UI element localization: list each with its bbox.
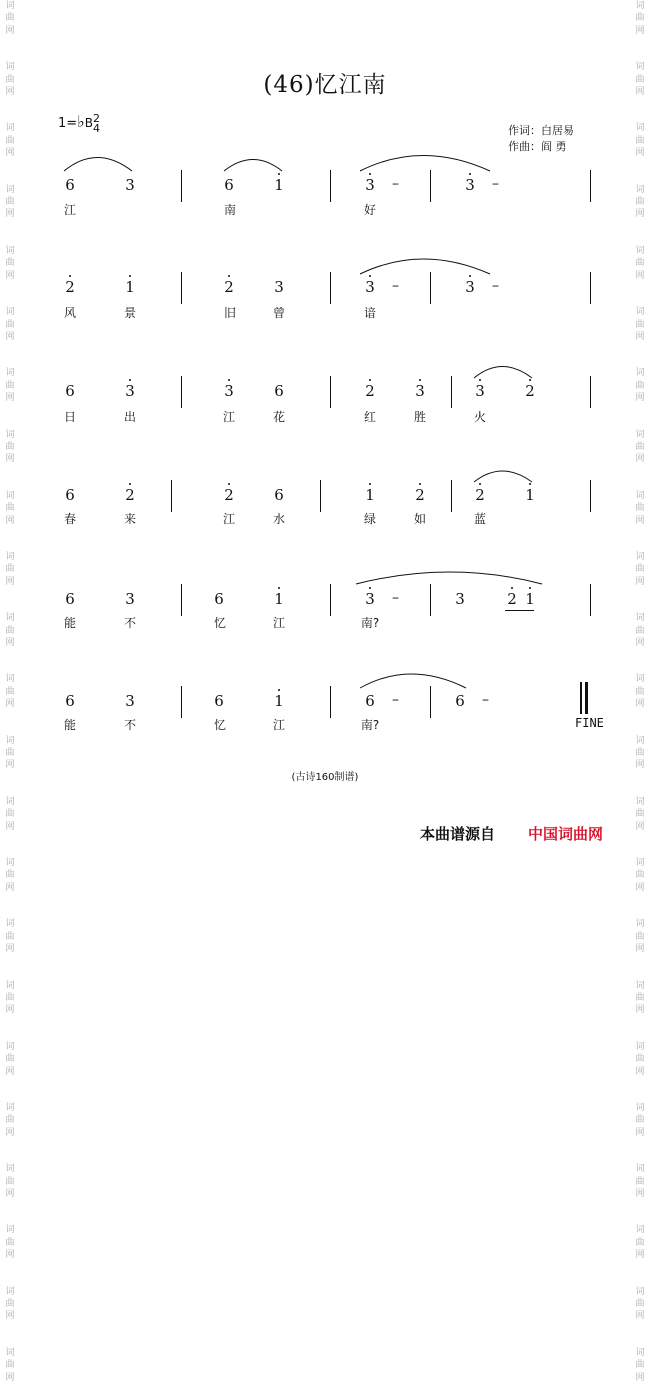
lyric: 如 (413, 512, 427, 526)
lyric: 江 (272, 616, 286, 630)
lyric: 忆 (213, 616, 227, 630)
watermark-char: 网 (635, 454, 645, 465)
note: 3 (125, 692, 135, 710)
watermark-char: 网 (5, 821, 15, 832)
watermark-char: 曲 (635, 319, 645, 330)
note: 3 (415, 382, 425, 400)
watermark-char: 网 (635, 1372, 645, 1383)
watermark-char: 词 (635, 796, 645, 807)
watermark-char: 词 (5, 1225, 15, 1236)
watermark-char: 词 (635, 858, 645, 869)
lyric: 旧 (223, 306, 237, 320)
watermark-char: 曲 (635, 74, 645, 85)
watermark-char: 词 (5, 368, 15, 379)
lyric: 来 (123, 512, 137, 526)
watermark-char: 网 (5, 393, 15, 404)
watermark-char: 曲 (635, 503, 645, 514)
note: 3 (465, 176, 475, 194)
hold-dash: – (392, 590, 399, 606)
slur (360, 156, 490, 172)
watermark-char: 词 (5, 858, 15, 869)
lyric: 水 (272, 512, 286, 526)
watermark-char: 词 (635, 980, 645, 991)
watermark-char: 网 (5, 1127, 15, 1138)
note: 3 (274, 278, 284, 296)
watermark-char: 网 (635, 331, 645, 342)
watermark-char: 词 (5, 1041, 15, 1052)
watermark-char: 词 (635, 368, 645, 379)
watermark-char: 网 (5, 209, 15, 220)
note: 3 (365, 176, 375, 194)
watermark-char: 词 (635, 551, 645, 562)
watermark-char: 词 (635, 245, 645, 256)
watermark-char: 词 (5, 1347, 15, 1358)
watermark-char: 网 (635, 270, 645, 281)
lyric: 江 (222, 512, 236, 526)
slur (474, 367, 532, 379)
watermark-char: 网 (5, 944, 15, 955)
note: 1 (274, 692, 284, 710)
watermark-char: 网 (5, 882, 15, 893)
watermark-char: 曲 (635, 686, 645, 697)
watermark-char: 词 (5, 1102, 15, 1113)
note: 3 (365, 278, 375, 296)
watermark-char: 曲 (635, 380, 645, 391)
watermark-char: 曲 (635, 197, 645, 208)
watermark-char: 曲 (5, 74, 15, 85)
watermark-char: 网 (635, 638, 645, 648)
lyric: 花 (272, 410, 286, 424)
note: 3 (125, 176, 135, 194)
note: 6 (65, 590, 75, 608)
note: 3 (365, 590, 375, 608)
watermark-char: 网 (5, 699, 15, 710)
lyric: 忆 (213, 718, 227, 732)
watermark-char: 网 (5, 454, 15, 465)
watermark-char: 网 (635, 1250, 645, 1261)
watermark-char: 网 (5, 148, 15, 159)
note: 2 (507, 590, 517, 608)
lyric: 能 (63, 616, 77, 630)
note: 6 (274, 382, 284, 400)
note: 1 (525, 590, 535, 608)
slur (474, 471, 532, 482)
watermark-char: 曲 (5, 503, 15, 514)
note: 2 (125, 486, 135, 504)
watermark-char: 网 (635, 515, 645, 526)
watermark-char: 网 (635, 393, 645, 404)
watermark-char: 网 (5, 1372, 15, 1383)
final-barline-thin (580, 682, 582, 714)
key-signature: 1=♭B2 4 (58, 111, 100, 135)
watermark-char: 曲 (635, 625, 645, 636)
watermark-char: 曲 (635, 13, 645, 24)
watermark-char: 词 (5, 490, 15, 501)
watermark-char: 网 (635, 1311, 645, 1322)
watermark-char: 词 (635, 735, 645, 746)
watermark-char: 词 (635, 1225, 645, 1236)
watermark-char: 网 (5, 270, 15, 281)
hold-dash: – (392, 278, 399, 294)
watermark-char: 曲 (5, 197, 15, 208)
watermark-char: 曲 (635, 809, 645, 820)
lyric: 春 (63, 512, 77, 526)
watermark-char: 曲 (5, 1115, 15, 1126)
note: 3 (125, 590, 135, 608)
watermark-char: 网 (5, 1188, 15, 1199)
watermark-char: 网 (635, 1188, 645, 1199)
watermark-char: 曲 (635, 1299, 645, 1309)
fine-mark: FINE (575, 716, 604, 730)
watermark-char: 曲 (635, 1115, 645, 1126)
watermark-char: 词 (5, 62, 15, 73)
watermark-char: 网 (635, 1005, 645, 1016)
watermark-char: 曲 (5, 441, 15, 452)
lyric: 蓝 (473, 512, 487, 526)
watermark-char: 曲 (5, 258, 15, 269)
watermark-char: 曲 (5, 748, 15, 759)
lyric: 风 (63, 306, 77, 320)
watermark-char: 曲 (635, 441, 645, 452)
watermark-char: 曲 (635, 1054, 645, 1065)
watermark-char: 曲 (635, 135, 645, 146)
watermark-char: 词 (5, 184, 15, 195)
note: 6 (214, 692, 224, 710)
watermark-char: 词 (5, 307, 15, 318)
slur (360, 674, 466, 688)
watermark-char: 词 (5, 123, 15, 134)
hold-dash: – (492, 278, 499, 294)
lyric: 日 (63, 410, 77, 424)
watermark-char: 网 (5, 1250, 15, 1261)
watermark-char: 词 (635, 1, 645, 11)
watermark-char: 网 (635, 87, 645, 98)
watermark-char: 网 (5, 1066, 15, 1077)
watermark-char: 词 (635, 429, 645, 440)
source-label: 本曲谱源自 (420, 825, 496, 843)
note: 3 (465, 278, 475, 296)
watermark-char: 词 (635, 674, 645, 685)
note: 2 (224, 278, 234, 296)
watermark-char: 曲 (5, 931, 15, 942)
watermark-char: 词 (635, 123, 645, 134)
watermark-char: 网 (5, 87, 15, 98)
slur (356, 572, 542, 584)
watermark-char: 网 (635, 209, 645, 220)
note: 6 (224, 176, 234, 194)
watermark-char: 曲 (5, 1299, 15, 1309)
composer: 作曲：阎 勇 (508, 140, 567, 153)
watermark-char: 网 (635, 576, 645, 587)
note: 1 (274, 590, 284, 608)
watermark-char: 词 (5, 735, 15, 746)
watermark-char: 网 (635, 25, 645, 36)
lyric: 胜 (413, 410, 427, 424)
watermark-char: 曲 (5, 809, 15, 820)
watermark-char: 词 (5, 1, 15, 11)
watermark-char: 曲 (5, 686, 15, 697)
watermark-char: 网 (635, 944, 645, 955)
watermark-char: 词 (635, 1164, 645, 1175)
watermark-char: 网 (5, 515, 15, 526)
watermark-char: 网 (5, 1311, 15, 1322)
lyric: 南 (223, 203, 237, 217)
watermark-char: 曲 (5, 1054, 15, 1065)
watermark-char: 网 (635, 148, 645, 159)
watermark-char: 曲 (635, 992, 645, 1003)
note: 2 (365, 382, 375, 400)
watermark-char: 词 (5, 551, 15, 562)
watermark-char: 网 (635, 1127, 645, 1138)
watermark-char: 网 (635, 1066, 645, 1077)
watermark-char: 词 (5, 1164, 15, 1175)
hold-dash: – (482, 692, 489, 708)
lyric: 不 (123, 616, 137, 630)
lyric: 江 (222, 410, 236, 424)
lyric: 能 (63, 718, 77, 732)
note: 3 (224, 382, 234, 400)
lyric: 出 (123, 410, 137, 424)
watermark-char: 曲 (5, 1360, 15, 1371)
watermark-char: 曲 (5, 135, 15, 146)
lyric: 火 (473, 410, 487, 424)
note: 6 (65, 486, 75, 504)
note: 1 (274, 176, 284, 194)
final-barline-thick (585, 682, 588, 714)
lyric: 红 (363, 410, 377, 424)
watermark-char: 曲 (635, 748, 645, 759)
slur (360, 259, 490, 274)
watermark-char: 词 (5, 1286, 15, 1297)
watermark-char: 网 (635, 821, 645, 832)
watermark-char: 网 (5, 760, 15, 771)
watermark-char: 曲 (635, 1176, 645, 1187)
watermark-char: 词 (5, 919, 15, 930)
watermark-char: 曲 (5, 380, 15, 391)
note: 2 (475, 486, 485, 504)
watermark-char: 词 (635, 490, 645, 501)
note: 2 (415, 486, 425, 504)
lyric: 不 (123, 718, 137, 732)
note: 6 (65, 382, 75, 400)
note: 3 (475, 382, 485, 400)
watermark-char: 网 (5, 25, 15, 36)
watermark-char: 网 (5, 638, 15, 648)
note: 2 (525, 382, 535, 400)
watermark-char: 词 (635, 184, 645, 195)
lyric: 南? (360, 718, 380, 732)
lyric: 好 (363, 203, 377, 217)
note: 6 (214, 590, 224, 608)
watermark-char: 网 (5, 1005, 15, 1016)
watermark-char: 词 (5, 429, 15, 440)
note: 6 (455, 692, 465, 710)
watermark-char: 词 (635, 1286, 645, 1297)
lyric: 南? (360, 616, 380, 630)
note: 6 (274, 486, 284, 504)
watermark-char: 曲 (635, 1360, 645, 1371)
watermark-char: 曲 (5, 870, 15, 881)
note: 1 (525, 486, 535, 504)
watermark-char: 曲 (635, 870, 645, 881)
watermark-char: 曲 (5, 13, 15, 24)
watermark-char: 曲 (5, 1237, 15, 1248)
lyricist: 作词：白居易 (508, 124, 574, 137)
watermark-char: 词 (5, 674, 15, 685)
watermark-char: 词 (5, 980, 15, 991)
note: 6 (365, 692, 375, 710)
watermark-char: 词 (635, 1102, 645, 1113)
watermark-char: 网 (5, 331, 15, 342)
slur (64, 158, 132, 172)
note: 6 (65, 176, 75, 194)
note: 1 (125, 278, 135, 296)
lyric: 景 (123, 306, 137, 320)
watermark-char: 网 (5, 576, 15, 587)
watermark-char: 曲 (635, 258, 645, 269)
slur (224, 160, 282, 172)
hold-dash: – (392, 692, 399, 708)
watermark-char: 词 (5, 245, 15, 256)
watermark-char: 词 (5, 796, 15, 807)
watermark-char: 词 (5, 613, 15, 624)
watermark-char: 词 (635, 1041, 645, 1052)
hold-dash: – (492, 176, 499, 192)
watermark-char: 网 (635, 882, 645, 893)
watermark-char: 曲 (5, 319, 15, 330)
watermark-char: 曲 (5, 992, 15, 1003)
lyric: 江 (272, 718, 286, 732)
hold-dash: – (392, 176, 399, 192)
lyric: 谙 (363, 306, 377, 320)
watermark-char: 词 (635, 613, 645, 624)
watermark-char: 网 (635, 699, 645, 710)
lyric: 江 (63, 203, 77, 217)
note: 2 (65, 278, 75, 296)
watermark-char: 曲 (5, 1176, 15, 1187)
watermark-char: 曲 (5, 564, 15, 575)
note: 6 (65, 692, 75, 710)
watermark-char: 词 (635, 307, 645, 318)
lyric: 曾 (272, 306, 286, 320)
note: 2 (224, 486, 234, 504)
note: 1 (365, 486, 375, 504)
lyric: 绿 (363, 512, 377, 526)
watermark-char: 网 (635, 760, 645, 771)
watermark-char: 词 (635, 62, 645, 73)
watermark-char: 词 (635, 919, 645, 930)
watermark-char: 曲 (635, 564, 645, 575)
note: 3 (455, 590, 465, 608)
watermark-char: 曲 (5, 625, 15, 636)
watermark-char: 曲 (635, 931, 645, 942)
song-title: (46)忆江南 (263, 72, 387, 98)
source-site[interactable]: 中国词曲网 (528, 825, 604, 843)
note: 3 (125, 382, 135, 400)
credit: (古诗160制谱) (291, 772, 359, 783)
watermark-char: 曲 (635, 1237, 645, 1248)
watermark-char: 词 (635, 1347, 645, 1358)
